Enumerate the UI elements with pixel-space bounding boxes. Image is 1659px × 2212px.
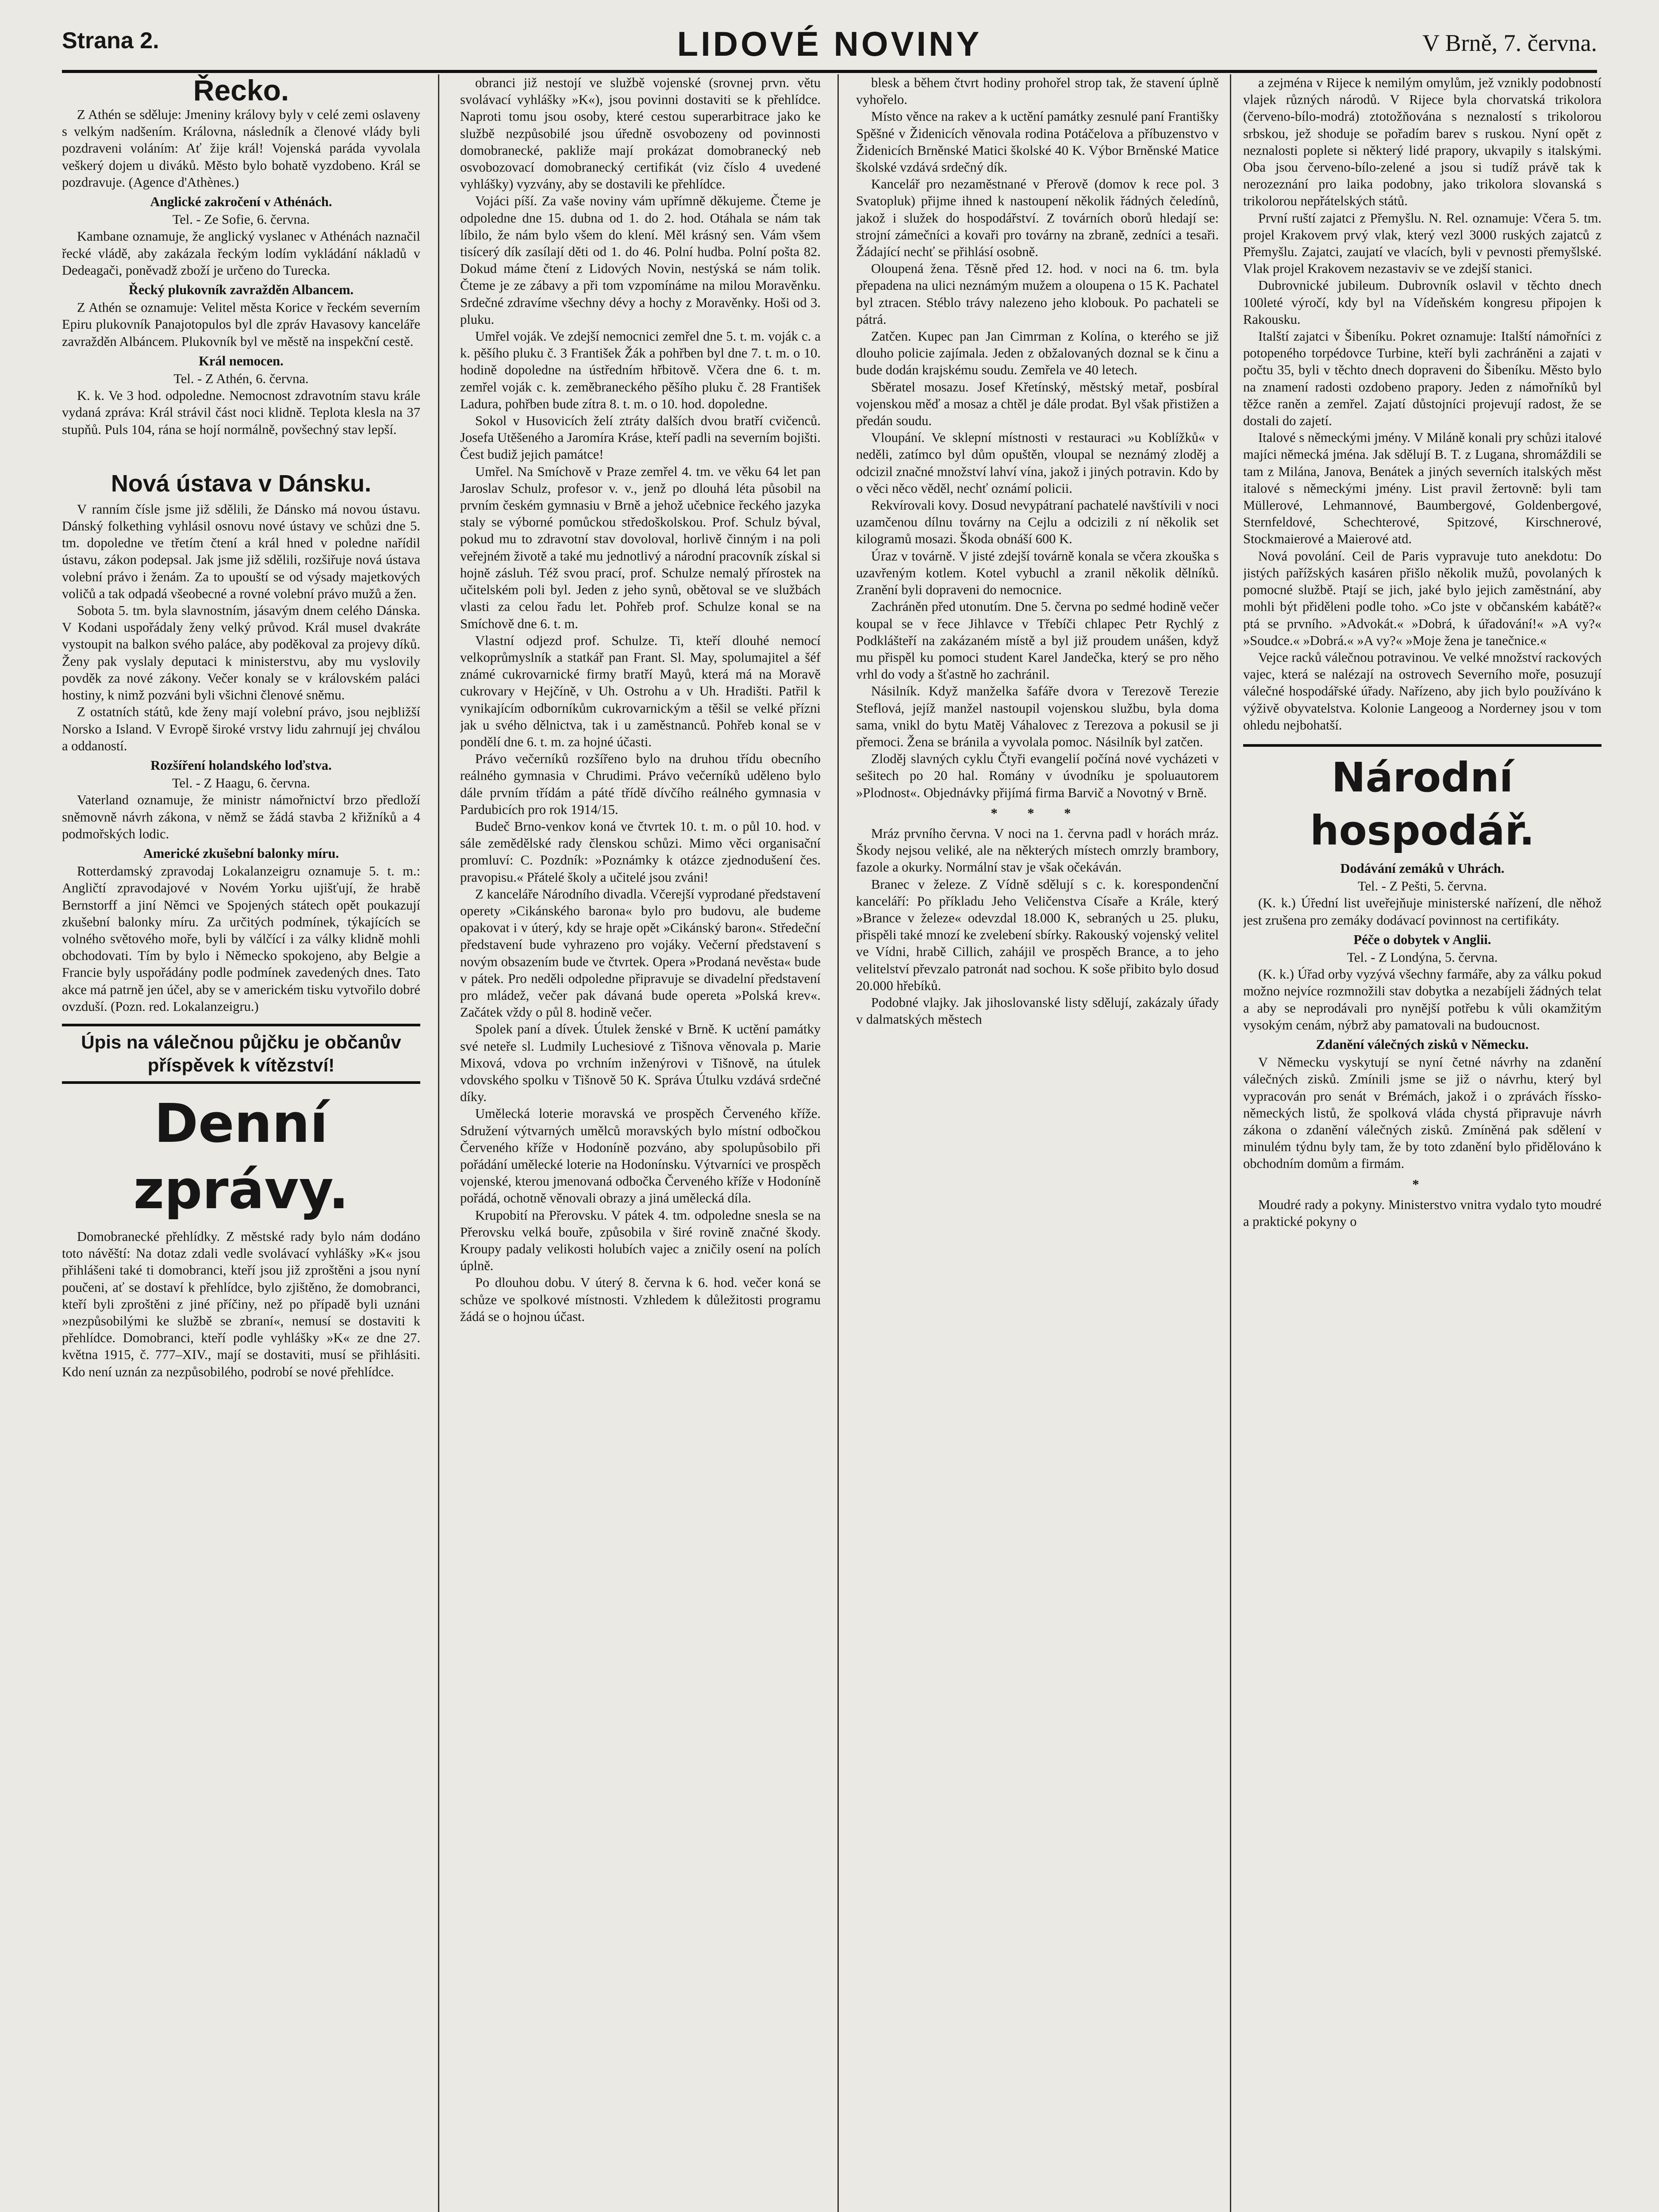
article-heading: Anglické zakročení v Athénách. xyxy=(150,194,332,210)
section-separator: * * * xyxy=(991,805,1084,821)
article-heading: Zdanění válečných zisků v Německu. xyxy=(1316,1037,1529,1052)
column-4 xyxy=(1243,74,1601,2212)
page-number: Strana 2. xyxy=(62,28,159,54)
article-paragraph: Po dlouhou dobu. V úterý 8. června k 6. hod. večer koná se schůze ve spolkové místnosti. Vzhledem k důležitosti programu žádá se o hojnou účast. xyxy=(460,1275,821,1324)
column-rule xyxy=(837,74,839,2212)
article-paragraph: Kancelář pro nezaměstnané v Přerově (domov k rece pol. 3 Svatopluk) přijme ihned k nastoupení několik řádných čeledínů, jakož i služek do hospodářství. Z továrních oborů hledají se: strojní zámečníci a kovaři pro továrny na zbraně, zedníci a tesaři. Žádající nechť se přihlásí osobně. xyxy=(856,177,1219,260)
article-paragraph: Domobranecké přehlídky. Z městské rady bylo nám dodáno toto návěští: Na dotaz zdali vedle svolávací vyhlášky »K« jsou přihlášeni také ti domobranci, kteří jsou již zproštěni a jsou nyní poučeni, ať se dostaví k přehlídce, bylo zjištěno, že domobranci, kteří byli zproštěni z jiné příčiny, než po případě byli uznáni »nezpůsobilými ke službě se zbraní«, nemusí se dostaviti k přehlídce. Domobranci, kteří podle vyhlášky »K« ze dne 27. května 1915, č. 777–XIV., mají se dostaviti, musí se přihlásiti. Kdo není uznán za nezpůsobilého, podrobí se nové přehlídce. xyxy=(62,1229,420,1379)
article-paragraph: Místo věnce na rakev a k uctění památky zesnulé paní Františky Spěšné v Židenicích věnovala rodina Potáčelova a příbuzenstvo v Židenicích Brněnské Matici školské 40 K. Výbor Brněnské Matice školské vzdává srdečný dík. xyxy=(856,109,1219,175)
article-paragraph: První ruští zajatci z Přemyšlu. N. Rel. oznamuje: Včera 5. tm. projel Krakovem prvý vlak, který vezl 3000 ruských zajatců z Přemyšlu. Zajatci, zaujatí ve vlacích, byli v pevnosti přemyšlské. Vlak projel Krakovem nezastaviv se ve zdejší stanici. xyxy=(1243,210,1601,276)
article-paragraph: Úraz v továrně. V jisté zdejší továrně konala se včera zkouška s uzavřeným kotlem. Kotel vybuchl a zranil několik dělníků. Zranění byli dopraveni do nemocnice. xyxy=(856,548,1219,598)
section-title-narodni-hospodar: Národní hospodář. xyxy=(1243,744,1601,857)
article-heading: Americké zkušební balonky míru. xyxy=(143,845,339,861)
article-paragraph: V ranním čísle jsme již sdělili, že Dánsko má novou ústavu. Dánský folkething vyhlásil osnovu nové ústavy ve schůzi dne 5. tm. dopoledne ve třetím čtení a král hned v poledne nařídil ústavu, zákon podepsal. Jak jsme již sdělili, rozšiřuje nová ústava volební právo i ženám. Za to upouští se od výsady majetkových voličů a tak odpadá všeobecné a rovné volební právo mužů a žen. xyxy=(62,501,420,601)
article-heading: Dodávání zemáků v Uhrách. xyxy=(1340,860,1505,876)
article-paragraph: Zatčen. Kupec pan Jan Cimrman z Kolína, o kterého se již dlouho policie zajímala. Jeden z obžalovaných doznal se k činu a bude dodán krajskému soudu. Zemřela ve 40 letech. xyxy=(856,329,1219,378)
section-title-ustava: Nová ústava v Dánsku. xyxy=(111,470,372,497)
column-rule xyxy=(438,74,439,2212)
article-dateline: Tel. - Ze Sofie, 6. června. xyxy=(172,212,310,227)
article-paragraph: Moudré rady a pokyny. Ministerstvo vnitra vydalo tyto moudré a praktické pokyny o xyxy=(1243,1197,1601,1229)
section-title-recko: Řecko. xyxy=(193,74,289,107)
article-dateline: Tel. - Z Pešti, 5. června. xyxy=(1358,879,1487,894)
article-paragraph: Dubrovnické jubileum. Dubrovník oslavil v těchto dnech 100leté výročí, kdy byl na Vídeňském kongresu připojen k Rakousku. xyxy=(1243,278,1601,327)
article-paragraph: Zachráněn před utonutím. Dne 5. června po sedmé hodině večer koupal se v řece Jihlavce v Třebíči chlapec Petr Rychlý z Podklášteří na zakázaném místě a byl již proudem unášen, když mu přispěl ku pomoci student Karel Jandečka, který se pro něho vrhl do vody a šťastně ho zachránil. xyxy=(856,599,1219,682)
article-paragraph: Sběratel mosazu. Josef Křetínský, městský metař, posbíral vojenskou měď a mosaz a chtěl je dále prodat. Byl však přistižen a předán soudu. xyxy=(856,379,1219,429)
article-dateline: Tel. - Z Haagu, 6. června. xyxy=(172,776,311,791)
article-dateline: Tel. - Z Athén, 6. června. xyxy=(173,371,309,387)
article-paragraph: Nová povolání. Ceil de Paris vypravuje tuto anekdotu: Do jistých pařížských kasáren přišlo několik mužů, povolaných k pomocné službě. Ptají se jich, jaké bylo jejich zaměstnání, aby mohli být přiděleni podle toho. »Co jste v občanském kabátě?« ptá se prvního. »Advokát.« »Dobrá, k úřadování!« »A vy?« »Soudce.« »Dobrá.« »A vy?« »Moje žena je tanečnice.« xyxy=(1243,548,1601,648)
article-paragraph: Mráz prvního června. V noci na 1. června padl v horách mráz. Škody nejsou veliké, ale na některých místech omrzly brambory, fazole a okurky. Normální stav je však očekáván. xyxy=(856,826,1219,875)
article-paragraph: Budeč Brno-venkov koná ve čtvrtek 10. t. m. o půl 10. hod. v sále zemědělské rady členskou schůzi. Mimo věci organisační promluví: C. Pozdník: »Poznámky k otázce zjednodušení čes. pravopisu.« Přátelé školy a učitelé jsou zváni! xyxy=(460,818,821,885)
article-dateline: Tel. - Z Londýna, 5. června. xyxy=(1347,949,1498,965)
section-title-denni-zpravy: Denní zprávy. xyxy=(133,1093,349,1221)
article-paragraph: Rekvírovali kovy. Dosud nevypátraní pachatelé navštívili v noci uzamčenou dílnu továrny na Cejlu a odcizili z ní několik set kilogramů mosazi. Škoda obnáší 600 K. xyxy=(856,498,1219,547)
article-paragraph: Sobota 5. tm. byla slavnostním, jásavým dnem celého Dánska. V Kodani uspořádaly ženy velký průvod. Král musel dvakráte vystoupit na balkon svého paláce, aby poděkoval za projevy díků. Ženy pak vyslaly deputaci k ministerstvu, aby mu vyslovily povděk za nové zákony. Večer konaly se v královském paláci hostiny, k nimž pozváni byli všichni členové sněmu. xyxy=(62,603,420,703)
newspaper-name: LIDOVÉ NOVINY xyxy=(677,24,982,63)
column-1 xyxy=(62,74,420,2212)
article-paragraph: Vlastní odjezd prof. Schulze. Ti, kteří dlouhé nemocí velkoprůmyslník a statkář pan Frant. Sl. May, spolumajitel a šéf známé cukrovarnické firmy bratří Mayů, která má na Moravě cukrovary v Hejčíně, v Uh. Ostrohu a v Uh. Hradišti. Patřil k vynikajícím odborníkům cukrovarnickým a těšil se velké přízni jak u svého dělnictva, tak i u zaměstnanců. Pohřeb konal se v pondělí dne 6. t. m. za hojné účasti. xyxy=(460,633,821,749)
article-paragraph: Umělecká loterie moravská ve prospěch Červeného kříže. Sdružení výtvarných umělců moravských bylo místní odbočkou Červeného kříže v Hodoníně pozváno, aby spolupůsobilo při pořádání umělecké loterie na Hodonínsku. Výtvarníci ve prospěch vojenské, kterou jmenovaná odbočka Červeného kříže v Hodoníně pořádá, ochotně věnovali obrazy a jiná umělecká díla. xyxy=(460,1106,821,1206)
article-paragraph: blesk a během čtvrt hodiny prohořel strop tak, že stavení úplně vyhořelo. xyxy=(856,75,1219,108)
article-paragraph: obranci již nestojí ve službě vojenské (srovnej prvn. větu svolávací vyhlášky »K«), jsou povinni dostaviti se k přehlídce. Naproti tomu jsou osoby, které cestou superarbitrace jako ke službě nezpůsobilé jsou úředně osvobozeny od povinnosti domobranecké, pakliže mají prokázat domobranecký neb osvobozovací domobranecký certifikát (viz číslo 4 uvedené vyhlášky) vyzvány, aby se dostavili ke přehlídce. xyxy=(460,75,821,192)
column-2 xyxy=(460,74,821,2212)
column-rule xyxy=(1230,74,1231,2212)
article-paragraph: (K. k.) Úřad orby vyzývá všechny farmáře, aby za válku pokud možno nejvíce rozmnožili stav dobytka a nezabíjeli žádných telat a aby se neprodávali pro nynější potřebu k vůli okamžitým vysokým cenám, nýbrž aby pamatovali na budoucnost. xyxy=(1243,967,1601,1033)
article-paragraph: Vloupání. Ve sklepní místnosti v restauraci »u Koblížků« v neděli, zatímco byl dům opuštěn, vloupal se neznámý zloděj a odcizil značné množství lahví vína, jakož i jiných potravin. Kdo by o věci něco věděl, nechť oznámí policii. xyxy=(856,430,1219,496)
article-paragraph: Umřel. Na Smíchově v Praze zemřel 4. tm. ve věku 64 let pan Jaroslav Schulz, profesor v. v., jenž po dlouhá léta působil na prvním českém gymnasiu v Brně a jehož učebnice řeckého jazyka staly se výborné pomůckou středoškolskou. Prof. Schulz býval, pokud mu to zdravotní stav dovoloval, horlivě činným i na poli veřejném životě a také mu jednotlivý a národní pracovník získal si hojně zásluh. Též svou prací, prof. Schulze nemalý přírostek na učitelském poli byl. Jeden z jeho synů, obětoval se ve službách vlasti za celou řadu let. Pohřeb prof. Schulze konal se na Smíchově dne 6. t. m. xyxy=(460,464,821,631)
section-separator: * xyxy=(1412,1176,1432,1192)
article-paragraph: Italští zajatci v Šibeníku. Pokret oznamuje: Italští námořníci z potopeného torpédovce Turbine, kteří byli zachráněni a zajati v počtu 35, byli v těchto dnech dopraveni do Šibeníku. Město bylo na znamení radosti ozdobeno prapory. Jeden z námořníků byl těžce raněn a zemřel. Zajatí důstojníci projevují radost, že se dostali do zajetí. xyxy=(1243,329,1601,429)
article-paragraph: Z Athén se oznamuje: Velitel města Korice v řeckém severním Epiru plukovník Panajotopulos byl dle zpráv Havasovy kanceláře zavražděn Albáncem. Plukovník byl ve městě na inspekční cestě. xyxy=(62,300,420,349)
article-paragraph: Z ostatních států, kde ženy mají volební právo, jsou nejbližší Norsko a Island. V Evropě široké vrstvy lidu zahrnují jej chválou a oddaností. xyxy=(62,704,420,753)
article-paragraph: Právo večerníků rozšířeno bylo na druhou třídu obecního reálného gymnasia v Chrudimi. Právo večerníků uděleno bylo dále prvním třídám a páté třídě dívčího reálného gymnasia v Pardubicích pro rok 1914/15. xyxy=(460,751,821,817)
article-paragraph: Italové s německými jmény. V Miláně konali pry schůzi italové majíci německá jména. Jak sdělují B. T. z Lugana, shromáždili se tam z Milána, Janova, Benátek a jiných severních italských měst italové s německými jmény. List pravil žertovně: byli tam Müllerové, Lehmannové, Baumbergové, Goldenbergové, Sternfeldové, Schechterové, Spitzové, Kirschnerové, Stockmaierové a Maierové atd. xyxy=(1243,430,1601,547)
article-paragraph: Vojáci píší. Za vaše noviny vám upřímně děkujeme. Čteme je odpoledne dne 15. dubna od 1. do 2. hod. Otáhala se nám tak líbilo, že nám bylo všem do klení. Měl krásný sen. Vám všem tisícerý dík zasílají děti od 1. do 46. Polní hudba. Polní pošta 82. Dokud máme čtení z Lidových Novin, nestýská se nám tolik. Čteme je ze zábavy a při tom vzpomínáme na milou Moravěnku. Srdečné zdravíme všechny dévy a hochy z Moravěnky. Hoši od 3. pluku. xyxy=(460,193,821,327)
article-paragraph: Vejce racků válečnou potravinou. Ve velké množství rackových vajec, která se nalézají na ostrovech Severního moře, posuzují válečné hospodářské úřady. Nařízeno, aby jich bylo používáno k výživě obyvatelstva. Kolonie Langeoog a Norderney jsou v tom ohledu nejbohatší. xyxy=(1243,649,1601,733)
article-paragraph: (K. k.) Úřední list uveřejňuje ministerské nařízení, dle něhož jest zrušena pro zemáky dodávací povinnost na certifikáty. xyxy=(1243,895,1601,928)
article-heading: Řecký plukovník zavražděn Albancem. xyxy=(128,282,354,298)
dateline: V Brně, 7. června. xyxy=(1422,30,1597,56)
article-paragraph: Z kanceláře Národního divadla. Včerejší vyprodané představení operety »Cikánského barona« bylo pro budovu, ale budeme opakovat i v úterý, kdy se hraje opět »Cikánský baron«. Středeční představení bude vyhrazeno pro vojáky. Večerní představení s novým obsazením bude ve čtvrtek. Opera »Prodaná nevěsta« bude v pátek. Pro neděli odpoledne připravuje se divadelní představení pro mládež, večer pak dávaná bude opereta »Polská krev«. Začátek vždy o půl 8. hodině večer. xyxy=(460,886,821,1020)
article-paragraph: Umřel voják. Ve zdejší nemocnici zemřel dne 5. t. m. voják c. a k. pěšího pluku č. 3 František Žák a pohřben byl dne 7. t. m. o 10. hodině dopoledne na ústředním hřbitově. Včera dne 6. t. m. zemřel voják c. k. zeměbraneckého pěšího pluku č. 28 František Ladura, pohřben bude zítra 8. t. m. o 10. hod. dopoledne. xyxy=(460,329,821,411)
article-paragraph: Oloupená žena. Těsně před 12. hod. v noci na 6. tm. byla přepadena na ulici neznámým mužem a oloupena o 15 K. Pachatel byl ztracen. Stéblo trávy nalezeno jeho klobouk. Po pachateli se pátrá. xyxy=(856,261,1219,327)
article-paragraph: K. k. Ve 3 hod. odpoledne. Nemocnost zdravotním stavu krále vydaná zpráva: Král strávil část noci klidně. Teplota klesla na 37 stupňů. Puls 104, rána se hojí normálně, povšechný stav lepší. xyxy=(62,388,420,437)
article-paragraph: a zejména v Rijece k nemilým omylům, jež vznikly podobností vlajek různých národů. V Rijece byla chorvatská trikolora (červeno-bílo-modrá) ztotožňována s neznalostí s trikolorou srbskou, jež shoduje se pořadím barev s ruskou. Nyní opět z neznalosti poplete si některý lidé prapory, ukvapily s italskými. Oba jsou červeno-bílo-zelené a jsou si tudíž právě tak k nerozeznání pro laika podobny, jako trikolora slovanská s trikolorou nepřátelských států. xyxy=(1243,75,1601,209)
article-heading: Péče o dobytek v Anglii. xyxy=(1353,932,1491,947)
article-paragraph: V Německu vyskytují se nyní četné návrhy na zdanění válečných zisků. Zmínili jsme se již o návrhu, který byl vypracován pro senát v Brémách, jakož i o zprávách říssko-německých listů, že spolková vláda chystá připravuje návrh zákona o zdanění válečných zisků. Zmíněná pak sdělení v minulém týdnu byly tam, že by toto zdanění bylo přidělováno k obchodním domům a firmám. xyxy=(1243,1055,1601,1171)
article-paragraph: Kambane oznamuje, že anglický vyslanec v Athénách naznačil řecké vládě, aby zakázala řeckým lodím vykládání nákladů v Dedeagači, poněvadž zboží je určeno do Turecka. xyxy=(62,229,420,278)
article-paragraph: Z Athén se sděluje: Jmeniny královy byly v celé zemi oslaveny s velkým nadšením. Královna, následník a členové vlády byli pozdraveni voláním: Ať žije král! Vojenská paráda vyvolala veškerý dojem u diváků. Město bylo bohatě vyzdobeno. Král se pozdravuje. (Agence d'Athènes.) xyxy=(62,107,420,190)
article-paragraph: Spolek paní a dívek. Útulek ženské v Brně. K uctění památky své neteře sl. Ludmily Luchesiové z Tišnova věnovala p. Marie Mixová, vdova po vrchním inženýrovi v Tišnově, na útulek vdovského spolku v Tišnově 50 K. Správa Útulku vzdává srdečné díky. xyxy=(460,1022,821,1105)
article-paragraph: Krupobití na Přerovsku. V pátek 4. tm. odpoledne snesla se na Přerovsku velká bouře, způsobila v širé rovině značné škody. Kroupy padaly velikosti holubích vajec a zničily osení na polích úplně. xyxy=(460,1207,821,1274)
article-paragraph: Sokol v Husovicích želí ztráty dalších dvou bratří cvičenců. Josefa Utěšeného a Jaromíra Kráse, kteří padli na severním bojišti. Čest budiž jejich památce! xyxy=(460,413,821,462)
article-paragraph: Branec v železe. Z Vídně sdělují s c. k. korespondenční kanceláří: Po příkladu Jeho Veličenstva Císaře a Krále, který »Brance v železe« odevzdal 18.000 K, sebraných u 25. pluku, přispěli také mnozí ke zvelebení sbírky. Rakouský vojenský velitel ve Vídni, hrabě Cillich, zahájil ve prospěch Brance, a to jeho velitelství převzalo patronát nad sochou. K soše přibito bylo dosud 20.000 hřebíků. xyxy=(856,876,1219,993)
column-3 xyxy=(856,74,1219,2212)
article-paragraph: Vaterland oznamuje, že ministr námořnictví brzo předloží sněmovně návrh zákona, v němž se žádá stavba 2 křižníků a 4 podmořských lodic. xyxy=(62,792,420,841)
article-paragraph: Zloděj slavných cyklu Čtyři evangelií počíná nové vycházeti v sešitech po 20 hal. Romány v úvodníku je spoluautorem »Plodnost«. Objednávky přijímá firma Barvič a Novotný v Brně. xyxy=(856,751,1219,800)
war-loan-banner: Úpis na válečnou půjčku je občanův příspěvek k vítězství! xyxy=(62,1024,420,1084)
masthead xyxy=(62,21,1597,73)
article-paragraph: Podobné vlajky. Jak jihoslovanské listy sdělují, zakázaly úřady v dalmatských městech xyxy=(856,995,1219,1027)
article-paragraph: Násilník. Když manželka šafáře dvora v Terezově Terezie Steflová, jejíž manžel nastoupil vojenskou službu, byla doma sama, vnikl do bytu Matěj Váhalovec z Terezova a pokusil se ji přemoci. Žena se bránila a vyvolala pomoc. Násilník byl zatčen. xyxy=(856,684,1219,749)
article-paragraph: Rotterdamský zpravodaj Lokalanzeigru oznamuje 5. t. m.: Angličtí zpravodajové v Novém Yorku ujišťují, že hrabě Bernstorff a jiní Němci ve Spojených státech opět poukazují zkušební balonky míru. Za určitých podmínek, týkajících se volného světového moře, byli by válčící i za války klidně mohli obchodovati. Tím by bylo i Německo spokojeno, aby Belgie a Francie byly uspořádány podle podmínek zavedených dnes. Tato akce má patrně jen účel, aby se v americkém tisku vytvořilo dobré ovzduší. (Pozn. red. Lokalanzeigru.) xyxy=(62,864,420,1014)
article-heading: Rozšíření holandského loďstva. xyxy=(150,757,332,773)
article-heading: Král nemocen. xyxy=(199,353,284,369)
